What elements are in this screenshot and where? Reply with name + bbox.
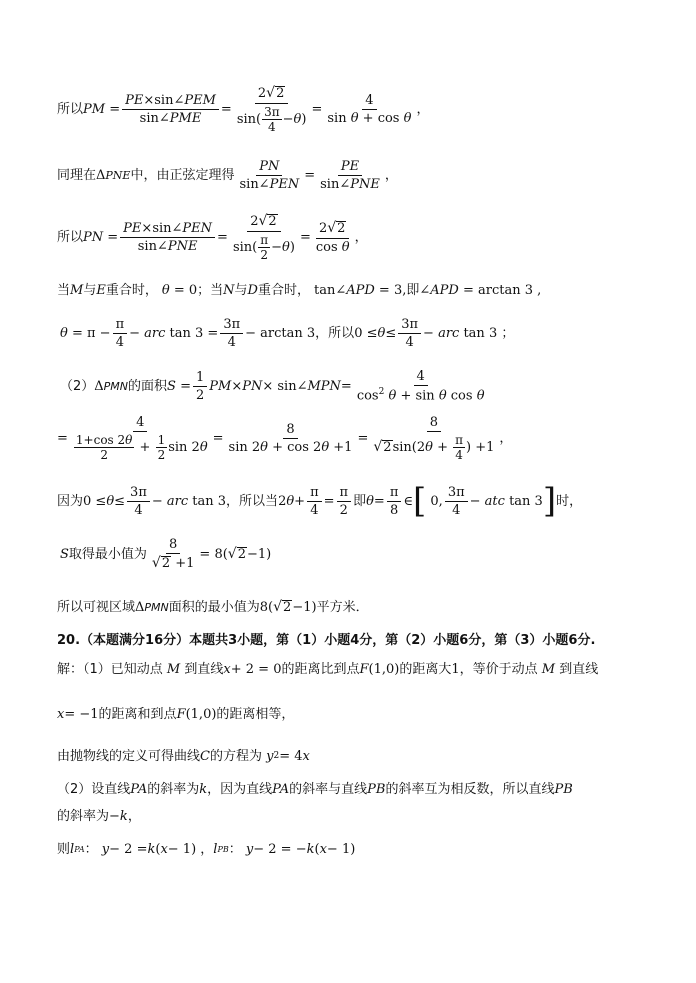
text-line-slope-1: （2）设直线 PA 的斜率为 k ，因为直线 PA 的斜率与直线 PB 的斜率互为相反数，所以直线 PB [57, 782, 573, 797]
formula-line-pn: 所以 PN = $\frac{\text{PE×sin∠PEN}}{\text{sin∠PNE}}$ = 2 √ 2 sin( $\frac{\pi}{2}$ −θ) = 2 √ 2 cos θ ， [57, 213, 368, 263]
formula-line-pm: 所以 PM = $\frac{\text{PE×sin∠PEM}}{\text{sin∠PME}}$ = 2 √ 2 sin( $\frac{3\pi}{4}$ −θ) = $\frac{4}{\text{sin θ + cos θ}}$ ， [57, 85, 430, 135]
formula-line-area: （2） Δ PMN 的面积 S = $\frac{1}{2}$ PM × PN × sin∠ MPN = $\frac{4}{\cos^2 \theta + \sin \theta \cos \theta}$ [60, 369, 485, 404]
text-line-parabola: 由抛物线的定义可得曲线 C 的方程为 y 2 = 4 x [57, 749, 310, 764]
formula-line-min-value: S 取得最小值为 8 √ 2 +1 = 8( √ 2 −1) [60, 537, 272, 571]
text-line-conclusion: 所以可视区域 Δ PMN 面积的最小值为 8( √ 2 −1) 平方米． [57, 599, 369, 616]
formula-line-sine-rule: 同理在 Δ PNE 中，由正弦定理得 $\frac{PN}{\text{sin∠PEN}}$ = $\frac{PE}{\text{sin∠PNE}}$ ， [57, 159, 398, 192]
formula-line-area-simplify: = 4 $\frac{1+\cos 2\theta}{2}$ + $\frac{1}{2}$ sin 2θ = $\frac{8}{\sin 2\theta + \cos 2\theta +1}$ = 8 √ 2 sin(2θ + $\frac{\pi}{4}$ ) +1 ， [57, 415, 513, 462]
formula-line-theta-range: θ = π − $\frac{\pi}{4}$ − arc tan 3 = $\frac{3\pi}{4}$ − arctan 3 ，所以 0 ≤ θ ≤ $\frac{3\pi}{4}$ − arc tan 3 ； [60, 317, 515, 350]
text-line-slope-2: 的斜率为 − k ， [57, 809, 141, 824]
text-line-solution-1: 解：（1）已知动点 M 到直线 x + 2 = 0 的距离比到点 F (1,0) 的距离大 1 ，等价于动点 M 到直线 [57, 662, 599, 677]
question-20-heading: 20.（本题满分16分）本题共3小题，第（1）小题4分，第（2）小题6分，第（3）小题6分. [57, 633, 596, 648]
text-line-coincide: 当 M 与 E 重合时， θ = 0 ；当 N 与 D 重合时， tan∠ APD = 3, 即 ∠ APD = arctan 3 , [57, 283, 542, 298]
formula-line-minimum-condition: 因为 0 ≤ θ ≤ $\frac{3\pi}{4}$ − arc tan 3 ，所以当 2 θ + $\frac{\pi}{4}$ = $\frac{\pi}{2}$ 即 θ = $\frac{\pi}{8}$ ∈ [ 0, $\frac{3\pi}{4}$ − atc tan 3 ] 时， [57, 481, 583, 521]
text-line-solution-2: x = −1 的距离和到点 F (1,0) 的距离相等， [57, 707, 295, 722]
formula-line-lines: 则 l PA ： y − 2 = k ( x − 1) ， l PB ： y − 2 = − k ( x − 1) [57, 842, 356, 857]
